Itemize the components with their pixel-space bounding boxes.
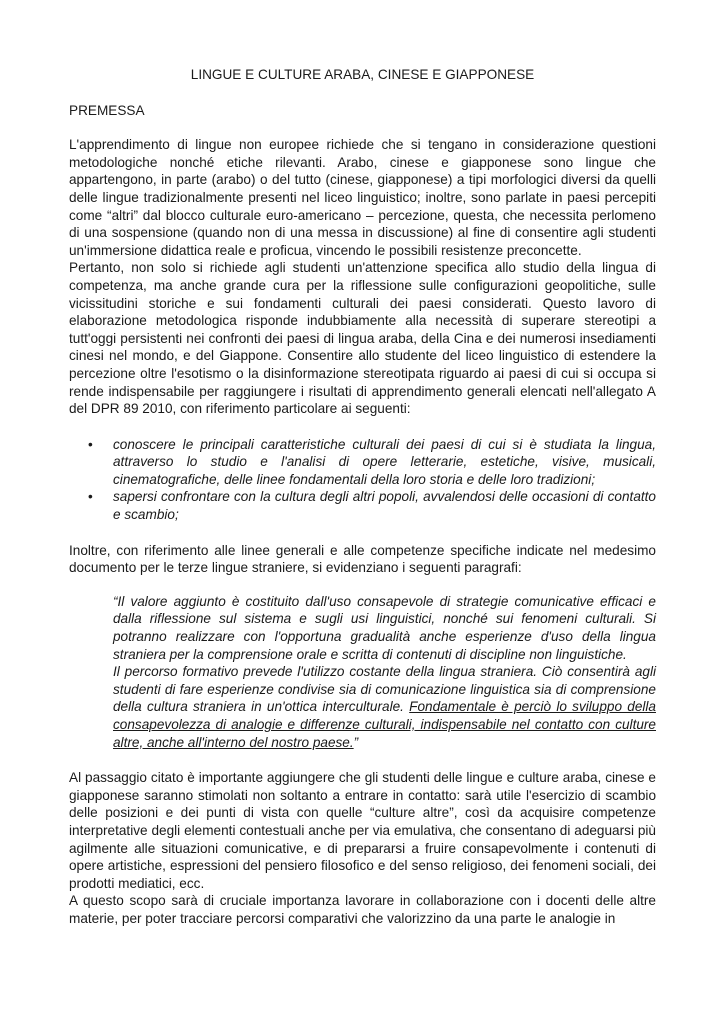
quoted-passage — [113, 593, 656, 751]
objectives-list — [69, 436, 656, 524]
list-item — [88, 436, 656, 489]
quote-underlined-text: Fondamentale è perciò lo sviluppo della consapevolezza di analogie e differenze culturali, indispensabile nel contatto con culture altre, anche all'interno del nostro paese. — [113, 699, 656, 750]
paragraph-intro: L'apprendimento di lingue non europee richiede che si tengano in considerazione questioni metodologiche nonché etiche rilevanti. Arabo, cinese e giapponese sono lingue che appartengono, in parte (arabo) o del tutto (cinese, giapponese) a tipi morfologici diversi da quelli delle lingue tradizionalmente presenti nel liceo linguistico; inoltre, sono parlate in paesi percepiti come “altri” dal blocco culturale euro-americano – percezione, questa, che necessita perlomeno di una sospensione (quando non di una messa in discussione) al fine di consentire agli studenti un'immersione didattica reale e proficua, vincendo le possibili resistenze preconcette. — [69, 137, 656, 258]
bullet-icon: • — [88, 489, 93, 505]
quote-paragraph-1: “Il valore aggiunto è costituito dall'uso consapevole di strategie comunicative efficaci e dalla riflessione sul sistema e sugli usi linguistici, nonché sui fenomeni culturali. Si potranno realizzare con l'opportuna gradualità anche esperienze d'uso della lingua straniera per la comprensione orale e scritta di contenuti di discipline non linguistiche. — [113, 593, 656, 662]
list-item — [88, 488, 656, 523]
paragraph-exchange: Al passaggio citato è importante aggiungere che gli studenti delle lingue e culture araba, cinese e giapponese saranno stimolati non soltanto a entrare in contatto: sarà utile l'esercizio di scambio delle posizioni e dei punti di vista con quelle “culture altre”, così da acquisire competenze interpretative degli elementi contestuali anche per via emulativa, che consentano di adeguarsi più agilmente alle situazioni comunicative, e di prepararsi a fruire consapevolmente i contenuti di opere artistiche, espressioni del pensiero filosofico e del senso religioso, dei fenomeni sociali, dei prodotti mediatici, ecc. — [69, 770, 656, 891]
bullet-icon: • — [88, 436, 93, 452]
paragraph-reference: Inoltre, con riferimento alle linee generali e alle competenze specifiche indicate nel medesimo documento per le terze lingue straniere, si evidenziano i seguenti paragrafi: — [69, 542, 656, 576]
section-heading: PREMESSA — [69, 102, 145, 118]
quote-paragraph-2 — [113, 663, 656, 751]
quote-text: Il percorso formativo prevede l'utilizzo costante della lingua straniera. Ciò consentirà agli studenti di fare esperienze condivise sia di comunicazione linguistica sia di comprensione della cultura straniera in un'ottica interculturale. — [113, 664, 656, 715]
quote-closing-mark: ” — [353, 734, 359, 750]
paragraph-collaboration: A questo scopo sarà di cruciale importanza lavorare in collaborazione con i docenti delle altre materie, per poter tracciare percorsi comparativi che valorizzino da una parte le analogie in — [69, 893, 656, 926]
document-title: LINGUE E CULTURE ARABA, CINESE E GIAPPONESE — [190, 67, 535, 82]
paragraph-methodology: Pertanto, non solo si richiede agli studenti un'attenzione specifica allo studio della lingua di competenza, ma anche grande cura per la riflessione sulle configurazioni geopolitiche, sulle vicissitudini storiche e sui fondamenti culturali dei paesi considerati. Questo lavoro di elaborazione metodologica risponde indubbiamente alla necessità di superare stereotipi a tutt'oggi persistenti nei confronti dei paesi di lingua araba, della Cina e dei numerosi insediamenti cinesi nel mondo, e del Giappone. Consentire allo studente del liceo linguistico di estendere la percezione oltre l'esotismo o la disinformazione stereotipata riguardo ai paesi di cui si occupa si rende indispensabile per raggiungere i risultati di apprendimento generali elencati nell'allegato A del DPR 89 2010, con riferimento particolare ai seguenti: — [69, 260, 656, 417]
objective-text: conoscere le principali caratteristiche culturali dei paesi di cui si è studiata la lingua, attraverso lo studio e l'analisi di opere letterarie, estetiche, visive, musicali, cinematografiche, delle linee fondamentali della loro storia e delle loro tradizioni; — [113, 436, 656, 487]
objective-text: sapersi confrontare con la cultura degli altri popoli, avvalendosi delle occasioni di contatto e scambio; — [113, 489, 656, 523]
